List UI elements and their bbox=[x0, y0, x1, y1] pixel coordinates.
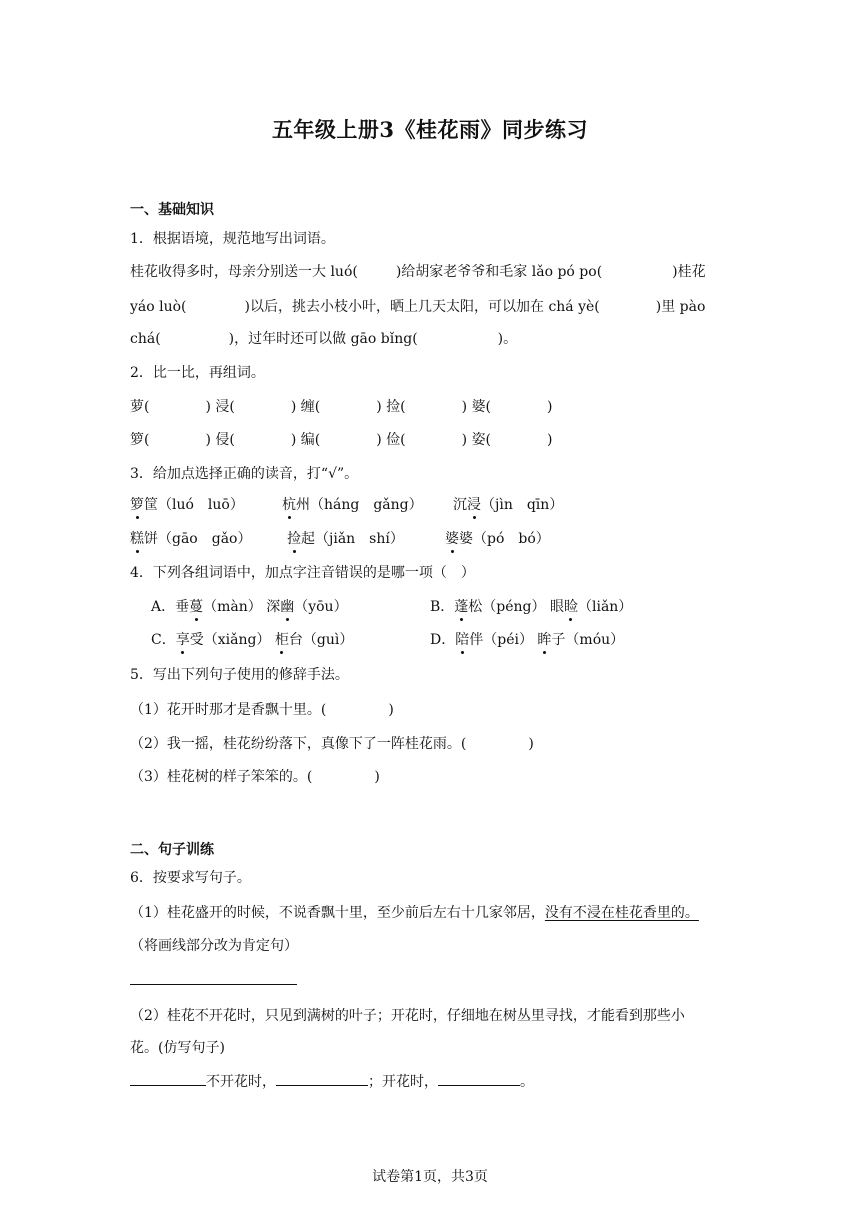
question-5-sentence-1: （1）花开时那才是香飘十里。( ) bbox=[130, 702, 394, 718]
question-2-row-2: 箩( ) 侵( ) 编( ) 俭( ) 姿( ) bbox=[130, 432, 553, 448]
question-1-line-3: chá( )，过年时还可以做 gāo bǐng( )。 bbox=[130, 331, 518, 347]
question-3-prompt: 3．给加点选择正确的读音，打“√”。 bbox=[130, 466, 359, 482]
question-3-item-6: 婆婆（pó bó） bbox=[445, 528, 550, 548]
question-1-line-1: 桂花收得多时，母亲分别送一大 luó( )给胡家老爷爷和毛家 lǎo pó po( )桂花 bbox=[130, 264, 706, 280]
answer-blank-2[interactable] bbox=[276, 1071, 368, 1086]
page-title: 五年级上册3《桂花雨》同步练习 bbox=[271, 117, 589, 142]
question-3-item-4: 糕饼（gāo gǎo） bbox=[130, 528, 251, 548]
underlined-phrase: 没有不浸在桂花香里的。 bbox=[544, 905, 699, 921]
question-5-sentence-2: （2）我一摇，桂花纷纷落下，真像下了一阵桂花雨。( ) bbox=[130, 736, 534, 752]
question-4-prompt: 4．下列各组词语中，加点字注音错误的是哪一项（ ） bbox=[130, 565, 475, 581]
question-4-option-b: B．蓬松（péng） 眼睑（liǎn） bbox=[430, 596, 632, 616]
answer-line-1[interactable] bbox=[130, 984, 297, 985]
question-5-prompt: 5．写出下列句子使用的修辞手法。 bbox=[130, 667, 349, 683]
question-3-item-5: 捡起（jiǎn shí） bbox=[287, 528, 404, 548]
question-6-sentence-1: （1）桂花盛开的时候，不说香飘十里，至少前后左右十几家邻居，没有不浸在桂花香里的。 bbox=[130, 905, 699, 921]
question-3-item-3: 沉浸（jìn qīn） bbox=[453, 494, 563, 514]
question-4-option-a: A．垂蔓（màn） 深幽（yōu） bbox=[151, 596, 348, 616]
question-2-row-1: 萝( ) 浸( ) 缠( ) 捡( ) 婆( ) bbox=[130, 399, 553, 415]
section-heading-sentences: 二、句子训练 bbox=[130, 842, 214, 858]
question-1-line-2: yáo luò( )以后，挑去小枝小叶，晒上几天太阳，可以加在 chá yè( )里 pào bbox=[130, 299, 706, 315]
question-6-prompt: 6．按要求写句子。 bbox=[130, 870, 251, 886]
question-2-prompt: 2．比一比，再组词。 bbox=[130, 365, 265, 381]
question-6-instruction-1: （将画线部分改为肯定句） bbox=[130, 938, 298, 954]
question-3-item-2: 杭州（háng gǎng） bbox=[282, 494, 423, 514]
page-footer: 试卷第1页，共3页 bbox=[372, 1169, 488, 1185]
question-6-instruction-2: 花。(仿写句子) bbox=[130, 1040, 225, 1056]
question-6-sentence-2: （2）桂花不开花时，只见到满树的叶子；开花时，仔细地在树丛里寻找，才能看到那些小 bbox=[130, 1008, 685, 1024]
question-3-item-1: 箩筐（luó luō） bbox=[130, 494, 244, 514]
question-6-fill-line: 不开花时， ；开花时， 。 bbox=[130, 1071, 534, 1091]
question-4-option-d: D．陪伴（péi） 眸子（móu） bbox=[430, 629, 624, 649]
question-4-option-c: C．享受（xiǎng） 柜台（guì） bbox=[151, 629, 353, 649]
question-1-prompt: 1．根据语境，规范地写出词语。 bbox=[130, 231, 335, 247]
answer-blank-1[interactable] bbox=[130, 1071, 206, 1086]
question-5-sentence-3: （3）桂花树的样子笨笨的。( ) bbox=[130, 769, 380, 785]
answer-blank-3[interactable] bbox=[438, 1071, 520, 1086]
section-heading-basics: 一、基础知识 bbox=[130, 202, 214, 218]
